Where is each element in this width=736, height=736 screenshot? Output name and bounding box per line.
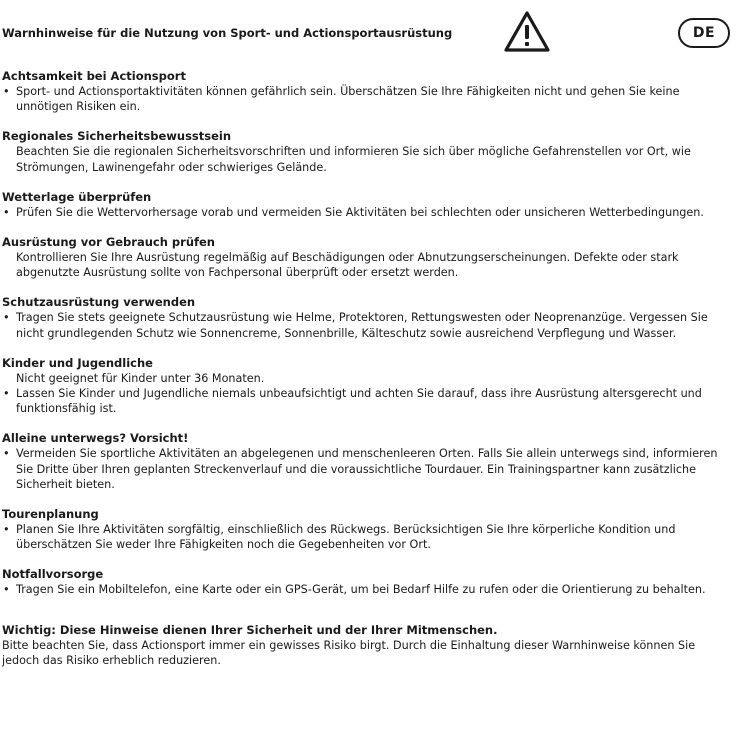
warning-section xyxy=(2,235,734,280)
section-heading: Tourenplanung xyxy=(2,507,99,522)
language-badge: DE xyxy=(678,18,730,48)
warning-section xyxy=(2,190,734,220)
document-header xyxy=(0,10,736,54)
section-heading: Ausrüstung vor Gebrauch prüfen xyxy=(2,235,215,250)
warnings-content xyxy=(2,69,734,668)
bullet-item: • Tragen Sie stets geeignete Schutzausrüstung wie Helme, Protektoren, Rettungswesten oder Neoprenanzüge. Vergessen Sie nicht grundlegenden Schutz wie Sonnencreme, Sonnenbrille, Kälteschutz sowie ausreichend Verpflegung und Wasser. xyxy=(2,310,734,340)
bullet-item: • Sport- und Actionsportaktivitäten können gefährlich sein. Überschätzen Sie Ihre Fähigkeiten nicht und gehen Sie keine unnötigen Risiken ein. xyxy=(2,84,734,114)
section-heading: Achtsamkeit bei Actionsport xyxy=(2,69,186,83)
section-heading: Alleine unterwegs? Vorsicht! xyxy=(2,431,189,446)
section-heading: Notfallvorsorge xyxy=(2,567,104,582)
warning-section xyxy=(2,69,734,114)
footer-note xyxy=(2,623,734,668)
warning-section xyxy=(2,295,734,340)
bullet-item: • Planen Sie Ihre Aktivitäten sorgfältig, einschließlich des Rückwegs. Berücksichtigen Sie Ihre körperliche Kondition und überschätzen Sie weder Ihre Fähigkeiten noch die Gegebenheiten vor Ort. xyxy=(2,522,734,552)
paragraph-item: Kontrollieren Sie Ihre Ausrüstung regelmäßig auf Beschädigungen oder Abnutzungserscheinungen. Defekte oder stark abgenutzte Ausrüstung sollte von Fachpersonal überprüft oder ersetzt werden. xyxy=(16,251,679,280)
footer-text: Bitte beachten Sie, dass Actionsport immer ein gewisses Risiko birgt. Durch die Einhaltung dieser Warnhinweise können Sie jedoch das Risiko erheblich reduzieren. xyxy=(2,638,696,667)
bullet-item: • Tragen Sie ein Mobiltelefon, eine Karte oder ein GPS-Gerät, um bei Bedarf Hilfe zu rufen oder die Orientierung zu behalten. xyxy=(2,582,734,597)
section-heading: Wetterlage überprüfen xyxy=(2,189,152,204)
warning-section xyxy=(2,431,734,492)
warning-section xyxy=(2,567,734,597)
section-heading: Kinder und Jugendliche xyxy=(2,355,153,370)
warning-section xyxy=(2,507,734,552)
section-heading: Regionales Sicherheitsbewusstsein xyxy=(2,129,232,144)
document-title: Warnhinweise für die Nutzung von Sport- und Actionsportausrüstung xyxy=(2,26,453,40)
warning-section xyxy=(2,356,734,417)
footer-heading: Wichtig: Diese Hinweise dienen Ihrer Sicherheit und der Ihrer Mitmenschen. xyxy=(2,622,498,637)
bullet-item: • Vermeiden Sie sportliche Aktivitäten an abgelegenen und menschenleeren Orten. Falls Sie allein unterwegs sind, informieren Sie Dritte über Ihren geplanten Streckenverlauf und die voraussichtliche Tourdauer. Ein Trainingspartner kann zusätzliche Sicherheit bieten. xyxy=(2,446,734,492)
paragraph-item: Nicht geeignet für Kinder unter 36 Monaten. xyxy=(16,371,265,385)
warning-triangle-icon xyxy=(503,10,551,54)
section-heading: Schutzausrüstung verwenden xyxy=(2,295,196,310)
bullet-item: • Lassen Sie Kinder und Jugendliche niemals unbeaufsichtigt und achten Sie darauf, dass ihre Ausrüstung altersgerecht und funktionsfähig ist. xyxy=(2,386,734,416)
bullet-item: • Prüfen Sie die Wettervorhersage vorab und vermeiden Sie Aktivitäten bei schlechten oder unsicheren Wetterbedingungen. xyxy=(2,205,734,220)
paragraph-item: Beachten Sie die regionalen Sicherheitsvorschriften und informieren Sie sich über mögliche Gefahrenstellen vor Ort, wie Strömungen, Lawinengefahr oder schwieriges Gelände. xyxy=(16,145,691,174)
warning-section xyxy=(2,129,734,174)
